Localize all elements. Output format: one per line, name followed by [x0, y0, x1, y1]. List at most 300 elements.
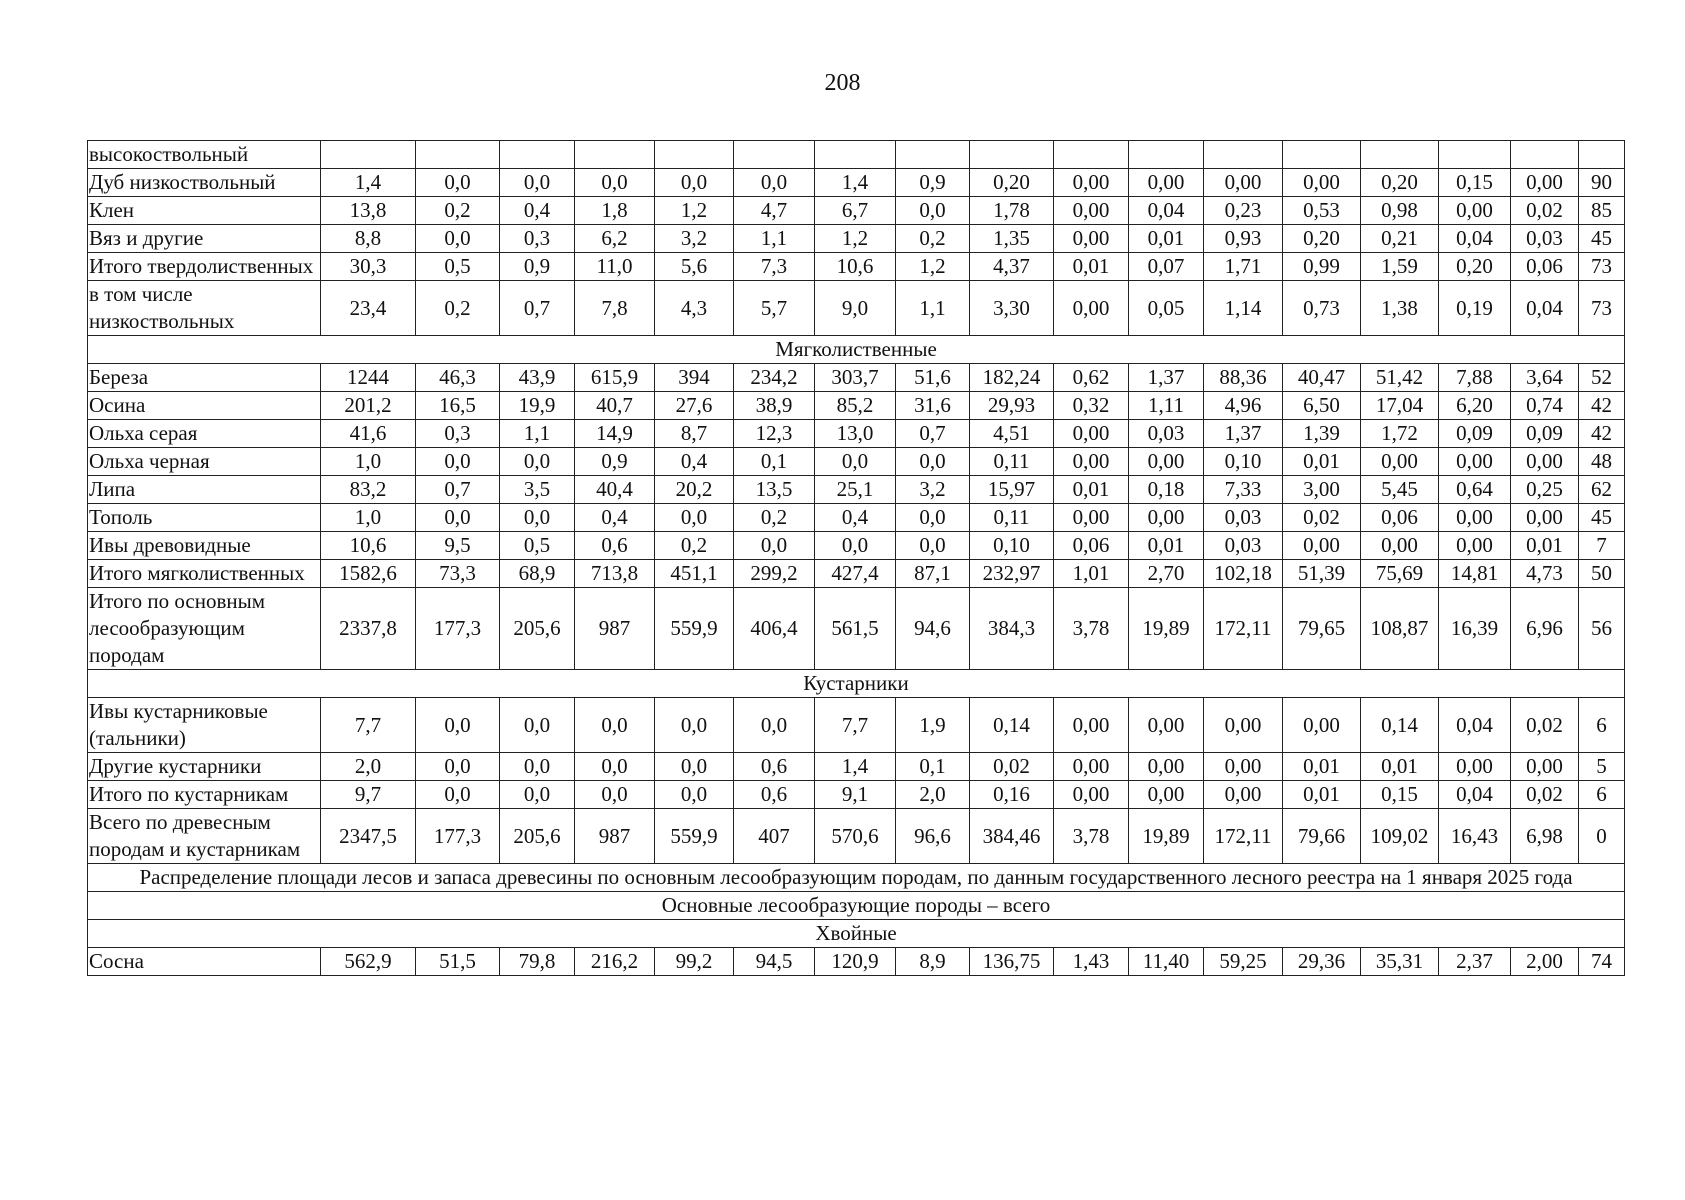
section-row [88, 920, 1625, 948]
table-cell: 0,6 [734, 781, 815, 809]
table-cell: 0,00 [1129, 504, 1204, 532]
table-cell: 90 [1579, 169, 1625, 197]
table-cell: 0,01 [1054, 253, 1129, 281]
table-row [88, 281, 1625, 336]
table-row [88, 698, 1625, 753]
table-cell: 42 [1579, 420, 1625, 448]
table-cell: 8,8 [321, 225, 416, 253]
table-cell: 0,20 [1283, 225, 1361, 253]
page-number: 208 [824, 70, 861, 96]
table-cell: 0,03 [1204, 504, 1283, 532]
table-cell: 0,00 [1204, 169, 1283, 197]
table-cell [1579, 141, 1625, 169]
table-cell: 0,06 [1054, 532, 1129, 560]
table-cell: 0,06 [1361, 504, 1439, 532]
table-cell [1511, 141, 1579, 169]
table-cell: 79,65 [1283, 588, 1361, 670]
table-cell: 561,5 [815, 588, 896, 670]
table-cell: 0,00 [1054, 753, 1129, 781]
table-cell: 0,73 [1283, 281, 1361, 336]
table-cell: 11,40 [1129, 948, 1204, 976]
table-cell: 0,20 [1439, 253, 1511, 281]
table-cell: 102,18 [1204, 560, 1283, 588]
table-row [88, 476, 1625, 504]
table-cell: 3,64 [1511, 364, 1579, 392]
table-cell: 1,1 [896, 281, 970, 336]
table-cell: 0,0 [416, 448, 500, 476]
table-cell: 109,02 [1361, 809, 1439, 864]
table-cell: 59,25 [1204, 948, 1283, 976]
table-cell: 6,20 [1439, 392, 1511, 420]
table-cell: 16,43 [1439, 809, 1511, 864]
row-label: Дуб низкоствольный [88, 169, 321, 197]
table-cell: 136,75 [970, 948, 1054, 976]
table-cell: 1,37 [1204, 420, 1283, 448]
table-cell: 40,4 [575, 476, 655, 504]
table-cell: 0,00 [1054, 698, 1129, 753]
table-cell: 10,6 [815, 253, 896, 281]
table-cell: 40,47 [1283, 364, 1361, 392]
table-cell: 6,96 [1511, 588, 1579, 670]
table-cell: 570,6 [815, 809, 896, 864]
row-label: Итого твердолиственных [88, 253, 321, 281]
table-cell [321, 141, 416, 169]
table-cell: 99,2 [655, 948, 734, 976]
table-cell: 0,64 [1439, 476, 1511, 504]
table-cell: 987 [575, 809, 655, 864]
table-cell: 0,11 [970, 504, 1054, 532]
section-heading: Распределение площади лесов и запаса древесины по основным лесообразующим породам, по данным государственного лесного реестра на 1 января 2025 года [88, 864, 1625, 892]
table-cell: 0,0 [500, 448, 575, 476]
row-label: Липа [88, 476, 321, 504]
table-cell: 41,6 [321, 420, 416, 448]
table-cell: 6 [1579, 698, 1625, 753]
table-cell: 1,9 [896, 698, 970, 753]
table-cell: 56 [1579, 588, 1625, 670]
table-cell: 68,9 [500, 560, 575, 588]
table-cell [734, 141, 815, 169]
table-cell: 94,5 [734, 948, 815, 976]
table-cell: 0,5 [416, 253, 500, 281]
table-row [88, 141, 1625, 169]
table-cell: 85 [1579, 197, 1625, 225]
table-cell: 7,7 [815, 698, 896, 753]
table-cell: 6,98 [1511, 809, 1579, 864]
table-cell: 0,0 [416, 169, 500, 197]
table-cell: 108,87 [1361, 588, 1439, 670]
table-cell: 19,89 [1129, 588, 1204, 670]
table-cell: 1,2 [655, 197, 734, 225]
table-cell: 0,00 [1439, 532, 1511, 560]
table-cell: 0,10 [970, 532, 1054, 560]
table-cell: 0,01 [1283, 448, 1361, 476]
table-cell: 0,0 [896, 197, 970, 225]
table-cell: 52 [1579, 364, 1625, 392]
table-cell: 16,5 [416, 392, 500, 420]
table-cell: 0,4 [500, 197, 575, 225]
table-cell: 0,04 [1129, 197, 1204, 225]
table-cell: 177,3 [416, 809, 500, 864]
table-cell: 4,37 [970, 253, 1054, 281]
table-cell: 19,89 [1129, 809, 1204, 864]
table-cell: 4,3 [655, 281, 734, 336]
table-cell: 2347,5 [321, 809, 416, 864]
table-cell: 7,3 [734, 253, 815, 281]
section-heading: Основные лесообразующие породы – всего [88, 892, 1625, 920]
table-row [88, 364, 1625, 392]
table-cell: 1,1 [734, 225, 815, 253]
table-cell: 0 [1579, 809, 1625, 864]
table-cell: 5,7 [734, 281, 815, 336]
table-cell: 2,0 [321, 753, 416, 781]
table-cell: 0,06 [1511, 253, 1579, 281]
table-cell: 0,2 [655, 532, 734, 560]
table-cell: 29,93 [970, 392, 1054, 420]
table-cell: 2,70 [1129, 560, 1204, 588]
table-cell: 0,2 [896, 225, 970, 253]
table-cell: 35,31 [1361, 948, 1439, 976]
section-heading: Хвойные [88, 920, 1625, 948]
table-cell [1054, 141, 1129, 169]
table-cell: 5,6 [655, 253, 734, 281]
table-cell: 0,21 [1361, 225, 1439, 253]
table-cell: 0,00 [1361, 448, 1439, 476]
table-cell [970, 141, 1054, 169]
table-cell: 0,00 [1283, 169, 1361, 197]
table-cell [1439, 141, 1511, 169]
table-cell: 1,4 [321, 169, 416, 197]
table-cell: 2337,8 [321, 588, 416, 670]
section-row [88, 892, 1625, 920]
table-cell: 1,78 [970, 197, 1054, 225]
table-cell: 0,00 [1129, 753, 1204, 781]
table-cell: 4,7 [734, 197, 815, 225]
table-cell: 0,00 [1129, 448, 1204, 476]
row-label: Сосна [88, 948, 321, 976]
table-cell: 1,39 [1283, 420, 1361, 448]
table-cell: 0,99 [1283, 253, 1361, 281]
section-row [88, 336, 1625, 364]
row-label: Итого по основным лесообразующим породам [88, 588, 321, 670]
table-cell: 0,04 [1439, 225, 1511, 253]
table-cell: 0,01 [1283, 753, 1361, 781]
table-cell: 0,00 [1204, 753, 1283, 781]
table-cell: 14,81 [1439, 560, 1511, 588]
row-label: Ольха серая [88, 420, 321, 448]
table-cell: 0,15 [1361, 781, 1439, 809]
table-row [88, 253, 1625, 281]
table-cell: 42 [1579, 392, 1625, 420]
table-cell: 0,0 [896, 448, 970, 476]
table-cell: 51,6 [896, 364, 970, 392]
table-cell: 0,0 [500, 504, 575, 532]
table-cell: 384,3 [970, 588, 1054, 670]
table-cell: 0,00 [1439, 448, 1511, 476]
table-cell: 73,3 [416, 560, 500, 588]
table-cell: 85,2 [815, 392, 896, 420]
table-cell: 38,9 [734, 392, 815, 420]
table-cell: 0,00 [1511, 504, 1579, 532]
table-cell: 0,0 [734, 169, 815, 197]
table-cell [416, 141, 500, 169]
table-cell: 0,23 [1204, 197, 1283, 225]
table-cell: 0,9 [500, 253, 575, 281]
table-cell: 394 [655, 364, 734, 392]
table-cell: 3,5 [500, 476, 575, 504]
table-cell [655, 141, 734, 169]
table-cell: 216,2 [575, 948, 655, 976]
table-cell: 0,14 [970, 698, 1054, 753]
row-label: Ивы древовидные [88, 532, 321, 560]
table-cell: 0,0 [655, 504, 734, 532]
table-cell: 0,09 [1511, 420, 1579, 448]
table-cell: 0,19 [1439, 281, 1511, 336]
section-row [88, 864, 1625, 892]
table-cell: 0,0 [500, 781, 575, 809]
table-cell: 16,39 [1439, 588, 1511, 670]
section-heading: Мягколиственные [88, 336, 1625, 364]
table-cell: 5 [1579, 753, 1625, 781]
table-cell: 0,00 [1511, 448, 1579, 476]
table-cell: 0,3 [500, 225, 575, 253]
table-cell: 79,8 [500, 948, 575, 976]
table-cell: 13,0 [815, 420, 896, 448]
table-cell: 0,4 [575, 504, 655, 532]
table-cell: 1,01 [1054, 560, 1129, 588]
table-cell: 1244 [321, 364, 416, 392]
table-cell: 0,93 [1204, 225, 1283, 253]
table-cell: 559,9 [655, 588, 734, 670]
table-cell: 12,3 [734, 420, 815, 448]
table-cell: 234,2 [734, 364, 815, 392]
table-cell: 0,00 [1054, 504, 1129, 532]
table-cell: 0,04 [1511, 281, 1579, 336]
table-cell: 7,33 [1204, 476, 1283, 504]
table-cell: 177,3 [416, 588, 500, 670]
table-cell: 0,2 [416, 197, 500, 225]
table-cell: 3,00 [1283, 476, 1361, 504]
table-cell: 0,0 [416, 753, 500, 781]
table-cell: 0,01 [1129, 532, 1204, 560]
table-cell: 0,0 [575, 781, 655, 809]
table-cell: 0,0 [416, 781, 500, 809]
table-cell: 43,9 [500, 364, 575, 392]
table-cell: 407 [734, 809, 815, 864]
row-label: Итого по кустарникам [88, 781, 321, 809]
table-row [88, 392, 1625, 420]
row-label: Ольха черная [88, 448, 321, 476]
table-cell: 406,4 [734, 588, 815, 670]
table-cell [1129, 141, 1204, 169]
table-cell: 0,11 [970, 448, 1054, 476]
table-cell: 1,1 [500, 420, 575, 448]
table-cell: 0,7 [500, 281, 575, 336]
table-cell: 0,04 [1439, 698, 1511, 753]
table-cell: 0,00 [1129, 781, 1204, 809]
table-cell: 25,1 [815, 476, 896, 504]
table-cell: 45 [1579, 504, 1625, 532]
table-cell: 0,62 [1054, 364, 1129, 392]
table-cell: 9,1 [815, 781, 896, 809]
table-cell: 1,38 [1361, 281, 1439, 336]
row-label: Вяз и другие [88, 225, 321, 253]
table-cell: 0,74 [1511, 392, 1579, 420]
table-cell: 2,37 [1439, 948, 1511, 976]
table-cell: 4,96 [1204, 392, 1283, 420]
table-cell: 0,02 [1511, 197, 1579, 225]
table-cell: 0,00 [1054, 420, 1129, 448]
table-cell: 0,03 [1511, 225, 1579, 253]
table-cell: 0,1 [896, 753, 970, 781]
table-cell: 0,00 [1054, 281, 1129, 336]
table-cell: 6,7 [815, 197, 896, 225]
table-cell: 4,51 [970, 420, 1054, 448]
table-cell: 0,01 [1054, 476, 1129, 504]
table-cell: 562,9 [321, 948, 416, 976]
table-cell: 0,0 [500, 169, 575, 197]
table-cell: 1,35 [970, 225, 1054, 253]
table-cell [815, 141, 896, 169]
table-cell: 51,42 [1361, 364, 1439, 392]
table-cell: 0,0 [575, 698, 655, 753]
row-label: Тополь [88, 504, 321, 532]
table-cell: 96,6 [896, 809, 970, 864]
table-cell: 205,6 [500, 809, 575, 864]
table-cell: 0,00 [1054, 448, 1129, 476]
table-cell: 0,98 [1361, 197, 1439, 225]
table-cell: 0,0 [416, 225, 500, 253]
table-row [88, 560, 1625, 588]
table-cell: 0,2 [416, 281, 500, 336]
table-cell: 0,0 [416, 504, 500, 532]
table-cell: 0,1 [734, 448, 815, 476]
forest-data-table [87, 140, 1625, 976]
table-cell: 5,45 [1361, 476, 1439, 504]
table-cell: 23,4 [321, 281, 416, 336]
table-cell: 0,00 [1439, 504, 1511, 532]
table-row [88, 532, 1625, 560]
table-cell: 83,2 [321, 476, 416, 504]
table-cell: 0,00 [1439, 753, 1511, 781]
table-cell: 0,20 [970, 169, 1054, 197]
table-cell: 120,9 [815, 948, 896, 976]
table-cell: 0,0 [896, 504, 970, 532]
table-cell [1361, 141, 1439, 169]
section-row [88, 670, 1625, 698]
table-cell: 0,01 [1361, 753, 1439, 781]
table-row [88, 225, 1625, 253]
table-cell: 9,7 [321, 781, 416, 809]
row-label: высокоствольный [88, 141, 321, 169]
table-cell: 87,1 [896, 560, 970, 588]
table-cell [500, 141, 575, 169]
row-label: Итого мягколиственных [88, 560, 321, 588]
table-cell: 88,36 [1204, 364, 1283, 392]
table-cell: 3,2 [655, 225, 734, 253]
table-cell: 0,0 [734, 698, 815, 753]
table-cell: 0,2 [734, 504, 815, 532]
table-cell: 13,5 [734, 476, 815, 504]
table-cell: 0,02 [1283, 504, 1361, 532]
table-cell: 0,05 [1129, 281, 1204, 336]
table-cell: 0,00 [1204, 781, 1283, 809]
row-label: Всего по древесным породам и кустарникам [88, 809, 321, 864]
table-cell: 14,9 [575, 420, 655, 448]
table-cell: 3,2 [896, 476, 970, 504]
table-cell: 232,97 [970, 560, 1054, 588]
table-cell: 0,02 [970, 753, 1054, 781]
table-cell: 0,32 [1054, 392, 1129, 420]
table-cell: 0,00 [1129, 169, 1204, 197]
table-cell: 0,0 [734, 532, 815, 560]
row-label: Другие кустарники [88, 753, 321, 781]
table-cell: 0,0 [655, 781, 734, 809]
table-cell: 51,5 [416, 948, 500, 976]
table-cell: 0,00 [1054, 781, 1129, 809]
table-cell: 713,8 [575, 560, 655, 588]
table-cell: 0,9 [575, 448, 655, 476]
table-cell: 73 [1579, 253, 1625, 281]
table-row [88, 753, 1625, 781]
table-cell: 1,2 [815, 225, 896, 253]
table-cell: 0,0 [655, 753, 734, 781]
table-cell: 17,04 [1361, 392, 1439, 420]
table-cell: 6,50 [1283, 392, 1361, 420]
table-row [88, 420, 1625, 448]
table-cell: 0,02 [1511, 781, 1579, 809]
row-label: Ивы кустарниковые (тальники) [88, 698, 321, 753]
table-cell: 0,00 [1511, 169, 1579, 197]
table-cell: 1,43 [1054, 948, 1129, 976]
table-cell: 0,00 [1283, 698, 1361, 753]
table-cell: 0,02 [1511, 698, 1579, 753]
table-cell: 0,00 [1361, 532, 1439, 560]
table-cell [575, 141, 655, 169]
table-cell: 205,6 [500, 588, 575, 670]
table-cell: 427,4 [815, 560, 896, 588]
table-cell: 3,78 [1054, 588, 1129, 670]
table-cell: 1,4 [815, 753, 896, 781]
table-row [88, 197, 1625, 225]
table-cell: 0,00 [1204, 698, 1283, 753]
table-cell: 50 [1579, 560, 1625, 588]
table-cell: 8,9 [896, 948, 970, 976]
table-cell: 51,39 [1283, 560, 1361, 588]
table-cell: 0,04 [1439, 781, 1511, 809]
table-row [88, 448, 1625, 476]
table-cell: 8,7 [655, 420, 734, 448]
table-cell: 0,3 [416, 420, 500, 448]
table-cell: 0,00 [1283, 532, 1361, 560]
table-cell: 1,2 [896, 253, 970, 281]
table-cell: 3,78 [1054, 809, 1129, 864]
table-cell: 7,88 [1439, 364, 1511, 392]
table-cell: 0,0 [655, 698, 734, 753]
table-cell: 48 [1579, 448, 1625, 476]
table-cell: 182,24 [970, 364, 1054, 392]
table-cell: 9,5 [416, 532, 500, 560]
table-cell: 0,0 [815, 532, 896, 560]
table-cell: 1582,6 [321, 560, 416, 588]
table-cell: 0,01 [1129, 225, 1204, 253]
table-cell: 11,0 [575, 253, 655, 281]
table-cell: 0,53 [1283, 197, 1361, 225]
table-cell: 0,0 [655, 169, 734, 197]
table-cell: 0,0 [500, 753, 575, 781]
table-cell: 0,4 [655, 448, 734, 476]
table-cell: 0,5 [500, 532, 575, 560]
table-cell: 7 [1579, 532, 1625, 560]
